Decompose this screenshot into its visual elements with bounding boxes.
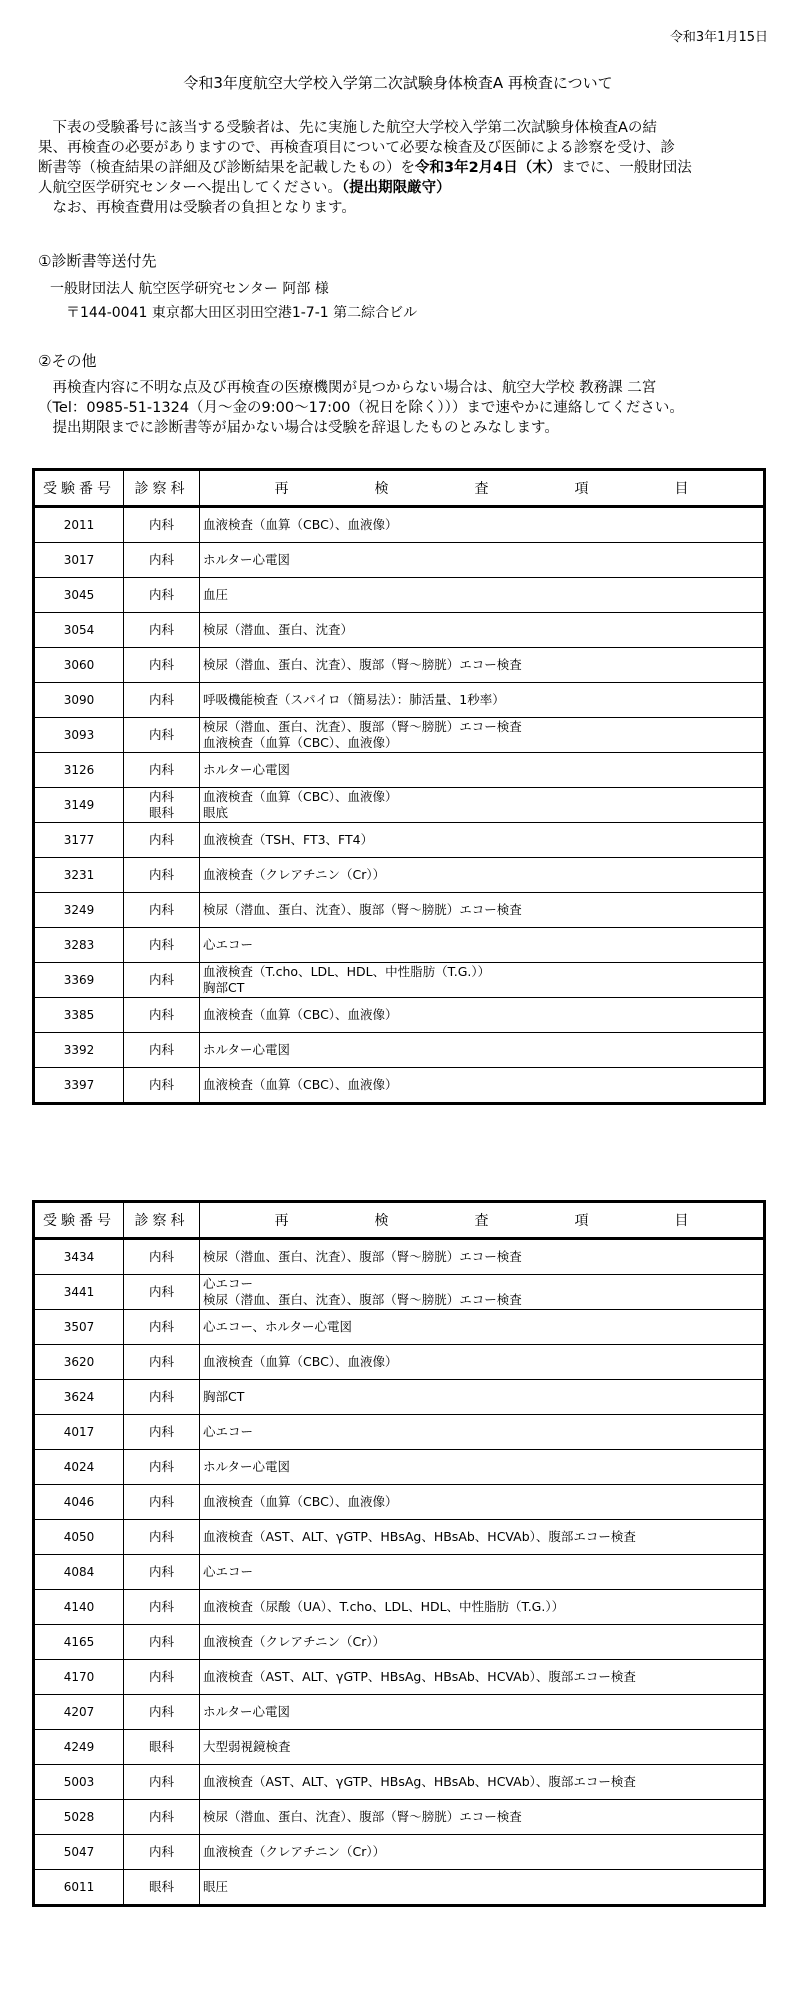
table-row — [34, 1555, 765, 1590]
department-name: 内科 — [148, 587, 174, 602]
recheck-item: 心エコー — [203, 1424, 254, 1439]
recheck-item: 検尿（潜血、蛋白、沈査）、腹部（腎～膀胱）エコー検査 — [203, 657, 522, 672]
intro-line-3a: 断書等（検査結果の詳細及び診断結果を記載したもの）を — [38, 160, 415, 176]
intro-line-3b: までに、一般財団法 — [561, 160, 692, 176]
recheck-item-cell — [200, 543, 765, 578]
exam-number-cell: 3369 — [34, 963, 124, 998]
intro-line-4a: 人航空医学研究センターへ提出してください。 — [38, 180, 342, 196]
department-name: 内科 — [148, 1704, 174, 1719]
department-cell — [124, 1765, 200, 1800]
exam-number-cell: 3385 — [34, 998, 124, 1033]
intro-paragraph — [38, 118, 768, 218]
recheck-item-cell — [200, 1555, 765, 1590]
table-row — [34, 893, 765, 928]
section2-paragraph — [38, 378, 768, 438]
header-char: 査 — [474, 1213, 489, 1229]
department-cell — [124, 858, 200, 893]
recipient-address: 〒144-0041 東京都大田区羽田空港1-7-1 第二綜合ビル — [66, 305, 418, 321]
department-cell — [124, 1033, 200, 1068]
recheck-item: ホルター心電図 — [203, 1459, 291, 1474]
recheck-table-1 — [32, 468, 766, 1105]
department-cell — [124, 788, 200, 823]
recheck-item: 血液検査（AST、ALT、γGTP、HBsAg、HBsAb、HCVAb）、腹部エコー検査 — [203, 1529, 636, 1544]
department-cell — [124, 1275, 200, 1310]
department-cell — [124, 1730, 200, 1765]
department-cell — [124, 1345, 200, 1380]
department-name: 内科 — [148, 517, 174, 532]
recheck-item: 心エコー — [203, 937, 254, 952]
department-cell — [124, 1450, 200, 1485]
recheck-item-cell — [200, 1345, 765, 1380]
table-row — [34, 507, 765, 543]
department-name: 内科 — [148, 657, 174, 672]
department-name: 内科 — [148, 1042, 174, 1057]
recheck-item-cell — [200, 1765, 765, 1800]
deadline-strict-note: （提出期限厳守） — [341, 180, 451, 196]
recheck-item: 血液検査（血算（CBC）、血液像） — [203, 1007, 398, 1022]
recheck-item: 血液検査（血算（CBC）、血液像） — [203, 1077, 398, 1092]
department-cell — [124, 1660, 200, 1695]
recheck-item-cell — [200, 683, 765, 718]
exam-number-cell: 3397 — [34, 1068, 124, 1104]
recheck-item-cell — [200, 1033, 765, 1068]
department-name: 内科 — [148, 1494, 174, 1509]
department-cell — [124, 1695, 200, 1730]
table-row — [34, 648, 765, 683]
department-name: 内科 — [148, 1354, 174, 1369]
table-body — [34, 1239, 765, 1906]
recheck-item: 心エコー、ホルター心電図 — [203, 1319, 353, 1334]
recheck-item: 検尿（潜血、蛋白、沈査）、腹部（腎～膀胱）エコー検査 — [203, 902, 522, 917]
table-row — [34, 683, 765, 718]
table-header-row — [34, 470, 765, 507]
department-cell — [124, 1800, 200, 1835]
exam-number-cell: 3060 — [34, 648, 124, 683]
department-cell — [124, 543, 200, 578]
document-date: 令和3年1月15日 — [669, 30, 768, 45]
header-char: 検 — [374, 1213, 389, 1229]
department-cell — [124, 1068, 200, 1104]
deadline-date: 令和3年2月4日（木） — [415, 160, 562, 176]
intro-line-3 — [38, 158, 768, 178]
recheck-item-cell — [200, 788, 765, 823]
recheck-item: 血液検査（TSH、FT3、FT4） — [203, 832, 374, 847]
recheck-item: 血液検査（血算（CBC）、血液像） — [203, 789, 398, 804]
table-row — [34, 1590, 765, 1625]
recheck-item-cell — [200, 1415, 765, 1450]
exam-number-cell: 4084 — [34, 1555, 124, 1590]
department-name: 内科 — [148, 1809, 174, 1824]
recheck-item-cell — [200, 1310, 765, 1345]
recheck-item: 血液検査（尿酸（UA）、T.cho、LDL、HDL、中性脂肪（T.G.）） — [203, 1599, 565, 1614]
recheck-item: 検尿（潜血、蛋白、沈査）、腹部（腎～膀胱）エコー検査 — [203, 1292, 522, 1307]
recheck-item-cell — [200, 998, 765, 1033]
recheck-item: 心エコー — [203, 1564, 254, 1579]
table-row — [34, 1870, 765, 1906]
exam-number-cell: 4017 — [34, 1415, 124, 1450]
table-row — [34, 753, 765, 788]
recheck-item: 血液検査（血算（CBC）、血液像） — [203, 1354, 398, 1369]
recheck-item-cell — [200, 1068, 765, 1104]
table-row — [34, 1239, 765, 1275]
exam-number-cell: 3434 — [34, 1239, 124, 1275]
department-name: 内科 — [148, 1459, 174, 1474]
header-char: 再 — [274, 481, 289, 497]
recheck-item-cell — [200, 1835, 765, 1870]
table-row — [34, 1485, 765, 1520]
table-row — [34, 1450, 765, 1485]
document-title: 令和3年度航空大学校入学第二次試験身体検査A 再検査について — [183, 74, 613, 92]
department-cell — [124, 1870, 200, 1906]
department-name: 内科 — [148, 552, 174, 567]
department-name: 内科 — [148, 1774, 174, 1789]
table-row — [34, 1033, 765, 1068]
department-name: 内科 — [148, 1844, 174, 1859]
header-char: 再 — [274, 1213, 289, 1229]
table-row — [34, 1625, 765, 1660]
exam-number-cell: 3054 — [34, 613, 124, 648]
recheck-item-cell — [200, 578, 765, 613]
exam-number-cell: 3392 — [34, 1033, 124, 1068]
recheck-item: 眼圧 — [203, 1879, 229, 1894]
table-row — [34, 1310, 765, 1345]
recheck-item: ホルター心電図 — [203, 552, 291, 567]
recheck-item-cell — [200, 648, 765, 683]
department-name: 内科 — [148, 1249, 174, 1264]
table-row — [34, 1730, 765, 1765]
recheck-item: ホルター心電図 — [203, 1042, 291, 1057]
department-name: 内科 — [148, 1007, 174, 1022]
recheck-item: 大型弱視鏡検査 — [203, 1739, 291, 1754]
department-name: 内科 — [148, 972, 174, 987]
recheck-item: 検尿（潜血、蛋白、沈査）、腹部（腎～膀胱）エコー検査 — [203, 1249, 522, 1264]
recheck-item: 血液検査（AST、ALT、γGTP、HBsAg、HBsAb、HCVAb）、腹部エコー検査 — [203, 1669, 636, 1684]
intro-line-1: 下表の受験番号に該当する受験者は、先に実施した航空大学校入学第二次試験身体検査Aの結 — [52, 120, 657, 136]
recheck-item: 胸部CT — [203, 1389, 245, 1404]
recheck-item: 血液検査（AST、ALT、γGTP、HBsAg、HBsAb、HCVAb）、腹部エコー検査 — [203, 1774, 636, 1789]
department-cell — [124, 718, 200, 753]
department-name: 内科 — [148, 1634, 174, 1649]
department-name: 内科 — [148, 832, 174, 847]
recheck-item-cell — [200, 1730, 765, 1765]
exam-number-cell: 4207 — [34, 1695, 124, 1730]
table-row — [34, 1660, 765, 1695]
exam-number-cell: 3090 — [34, 683, 124, 718]
department-cell — [124, 1310, 200, 1345]
recipient-org: 一般財団法人 航空医学研究センター 阿部 様 — [50, 281, 329, 297]
section2-line-3: 提出期限までに診断書等が届かない場合は受験を辞退したものとみなします。 — [52, 420, 559, 436]
header-exam-number: 受験番号 — [34, 470, 124, 507]
department-name: 内科 — [148, 867, 174, 882]
table-row — [34, 858, 765, 893]
header-char: 目 — [674, 481, 689, 497]
recheck-item-cell — [200, 718, 765, 753]
exam-number-cell: 3045 — [34, 578, 124, 613]
department-cell — [124, 1239, 200, 1275]
exam-number-cell: 4170 — [34, 1660, 124, 1695]
recheck-item-cell — [200, 613, 765, 648]
department-name: 内科 — [148, 692, 174, 707]
department-cell — [124, 1415, 200, 1450]
recheck-item-cell — [200, 963, 765, 998]
department-name: 内科 — [148, 1564, 174, 1579]
table-row — [34, 998, 765, 1033]
recheck-item: 検尿（潜血、蛋白、沈査）、腹部（腎～膀胱）エコー検査 — [203, 1809, 522, 1824]
exam-number-cell: 3507 — [34, 1310, 124, 1345]
department-name: 内科 — [148, 1599, 174, 1614]
table-row — [34, 788, 765, 823]
exam-number-cell: 2011 — [34, 507, 124, 543]
recheck-item: 血液検査（血算（CBC）、血液像） — [203, 517, 398, 532]
recheck-item: 心エコー — [203, 1276, 254, 1291]
department-cell — [124, 963, 200, 998]
department-cell — [124, 1520, 200, 1555]
recheck-item: ホルター心電図 — [203, 1704, 291, 1719]
header-recheck-items — [200, 1202, 765, 1239]
section2-heading: ②その他 — [38, 352, 97, 370]
table-row — [34, 1415, 765, 1450]
recheck-item-cell — [200, 1239, 765, 1275]
department-name: 内科 — [148, 1424, 174, 1439]
department-name: 眼科 — [148, 805, 174, 820]
table-row — [34, 963, 765, 998]
recheck-item-cell — [200, 893, 765, 928]
recheck-item-cell — [200, 1450, 765, 1485]
intro-line-2: 果、再検査の必要がありますので、再検査項目について必要な検査及び医師による診察を受け、診 — [38, 140, 675, 156]
recheck-item-cell — [200, 507, 765, 543]
department-cell — [124, 1555, 200, 1590]
recheck-item-cell — [200, 753, 765, 788]
exam-number-cell: 3149 — [34, 788, 124, 823]
recheck-item-cell — [200, 858, 765, 893]
table-row — [34, 823, 765, 858]
department-cell — [124, 753, 200, 788]
section2-line-2: （Tel：0985-51-1324（月～金の9:00～17:00（祝日を除く）））まで速やかに連絡してください。 — [38, 400, 684, 416]
header-recheck-items — [200, 470, 765, 507]
header-char: 目 — [674, 1213, 689, 1229]
exam-number-cell: 3231 — [34, 858, 124, 893]
department-name: 内科 — [148, 937, 174, 952]
department-name: 内科 — [148, 1389, 174, 1404]
table-row — [34, 1380, 765, 1415]
intro-line-5: なお、再検査費用は受験者の負担となります。 — [52, 200, 356, 216]
recheck-item: 血液検査（クレアチニン（Cr）） — [203, 1634, 386, 1649]
recheck-item: 胸部CT — [203, 980, 245, 995]
department-name: 内科 — [148, 902, 174, 917]
department-cell — [124, 1835, 200, 1870]
department-name: 内科 — [148, 762, 174, 777]
header-exam-number: 受験番号 — [34, 1202, 124, 1239]
table-row — [34, 1800, 765, 1835]
department-cell — [124, 1485, 200, 1520]
recheck-item: 検尿（潜血、蛋白、沈査） — [203, 622, 354, 637]
exam-number-cell: 4046 — [34, 1485, 124, 1520]
exam-number-cell: 3017 — [34, 543, 124, 578]
section1-heading: ①診断書等送付先 — [38, 252, 157, 270]
department-cell — [124, 613, 200, 648]
department-name: 内科 — [148, 1529, 174, 1544]
department-cell — [124, 648, 200, 683]
recheck-item-cell — [200, 1520, 765, 1555]
header-char: 項 — [574, 1213, 589, 1229]
exam-number-cell: 3441 — [34, 1275, 124, 1310]
header-char: 項 — [574, 481, 589, 497]
recheck-item: 眼底 — [203, 805, 229, 820]
department-name: 内科 — [148, 622, 174, 637]
recheck-item-cell — [200, 1695, 765, 1730]
recheck-item-cell — [200, 1870, 765, 1906]
table-row — [34, 1765, 765, 1800]
department-cell — [124, 893, 200, 928]
table-header-row — [34, 1202, 765, 1239]
recheck-item: 血液検査（クレアチニン（Cr）） — [203, 867, 386, 882]
table-row — [34, 543, 765, 578]
exam-number-cell: 6011 — [34, 1870, 124, 1906]
exam-number-cell: 4165 — [34, 1625, 124, 1660]
table-row — [34, 718, 765, 753]
exam-number-cell: 4024 — [34, 1450, 124, 1485]
recheck-item: 血液検査（血算（CBC）、血液像） — [203, 735, 398, 750]
exam-number-cell: 4140 — [34, 1590, 124, 1625]
recheck-item: 血液検査（血算（CBC）、血液像） — [203, 1494, 398, 1509]
department-name: 眼科 — [148, 1879, 174, 1894]
department-name: 内科 — [148, 727, 174, 742]
recheck-table-2 — [32, 1200, 766, 1907]
table-row — [34, 928, 765, 963]
table-body — [34, 507, 765, 1104]
department-name: 内科 — [148, 1319, 174, 1334]
department-cell — [124, 1590, 200, 1625]
recheck-item-cell — [200, 1625, 765, 1660]
table-row — [34, 1695, 765, 1730]
recheck-item: 呼吸機能検査（スパイロ（簡易法）：肺活量、1秒率） — [203, 692, 505, 707]
table-row — [34, 1068, 765, 1104]
header-department: 診察科 — [124, 470, 200, 507]
table-row — [34, 578, 765, 613]
exam-number-cell: 3249 — [34, 893, 124, 928]
department-cell — [124, 1625, 200, 1660]
exam-number-cell: 3283 — [34, 928, 124, 963]
department-cell — [124, 998, 200, 1033]
header-department: 診察科 — [124, 1202, 200, 1239]
department-cell — [124, 823, 200, 858]
recheck-item: 検尿（潜血、蛋白、沈査）、腹部（腎～膀胱）エコー検査 — [203, 719, 522, 734]
department-cell — [124, 1380, 200, 1415]
department-name: 内科 — [148, 1669, 174, 1684]
table-row — [34, 1520, 765, 1555]
section2-line-1: 再検査内容に不明な点及び再検査の医療機関が見つからない場合は、航空大学校 教務課 二宮 — [52, 380, 657, 396]
department-name: 内科 — [148, 1077, 174, 1092]
exam-number-cell: 3126 — [34, 753, 124, 788]
department-cell — [124, 928, 200, 963]
exam-number-cell: 3624 — [34, 1380, 124, 1415]
recheck-item: ホルター心電図 — [203, 762, 291, 777]
exam-number-cell: 3093 — [34, 718, 124, 753]
recheck-item-cell — [200, 1380, 765, 1415]
department-name: 内科 — [148, 1284, 174, 1299]
table-row — [34, 613, 765, 648]
recheck-item-cell — [200, 1275, 765, 1310]
table-row — [34, 1835, 765, 1870]
table-row — [34, 1345, 765, 1380]
department-cell — [124, 507, 200, 543]
recheck-item-cell — [200, 1800, 765, 1835]
recheck-item-cell — [200, 928, 765, 963]
exam-number-cell: 4050 — [34, 1520, 124, 1555]
recheck-item: 血圧 — [203, 587, 229, 602]
department-name: 眼科 — [148, 1739, 174, 1754]
recheck-item-cell — [200, 1485, 765, 1520]
table-row — [34, 1275, 765, 1310]
department-name: 内科 — [148, 789, 174, 804]
exam-number-cell: 5003 — [34, 1765, 124, 1800]
recheck-item-cell — [200, 823, 765, 858]
exam-number-cell: 4249 — [34, 1730, 124, 1765]
department-cell — [124, 578, 200, 613]
exam-number-cell: 3620 — [34, 1345, 124, 1380]
recheck-item-cell — [200, 1590, 765, 1625]
intro-line-4 — [38, 178, 768, 198]
header-char: 査 — [474, 481, 489, 497]
exam-number-cell: 5047 — [34, 1835, 124, 1870]
recheck-item: 血液検査（T.cho、LDL、HDL、中性脂肪（T.G.）） — [203, 964, 491, 979]
exam-number-cell: 5028 — [34, 1800, 124, 1835]
exam-number-cell: 3177 — [34, 823, 124, 858]
recheck-item-cell — [200, 1660, 765, 1695]
recheck-item: 血液検査（クレアチニン（Cr）） — [203, 1844, 386, 1859]
header-char: 検 — [374, 481, 389, 497]
department-cell — [124, 683, 200, 718]
